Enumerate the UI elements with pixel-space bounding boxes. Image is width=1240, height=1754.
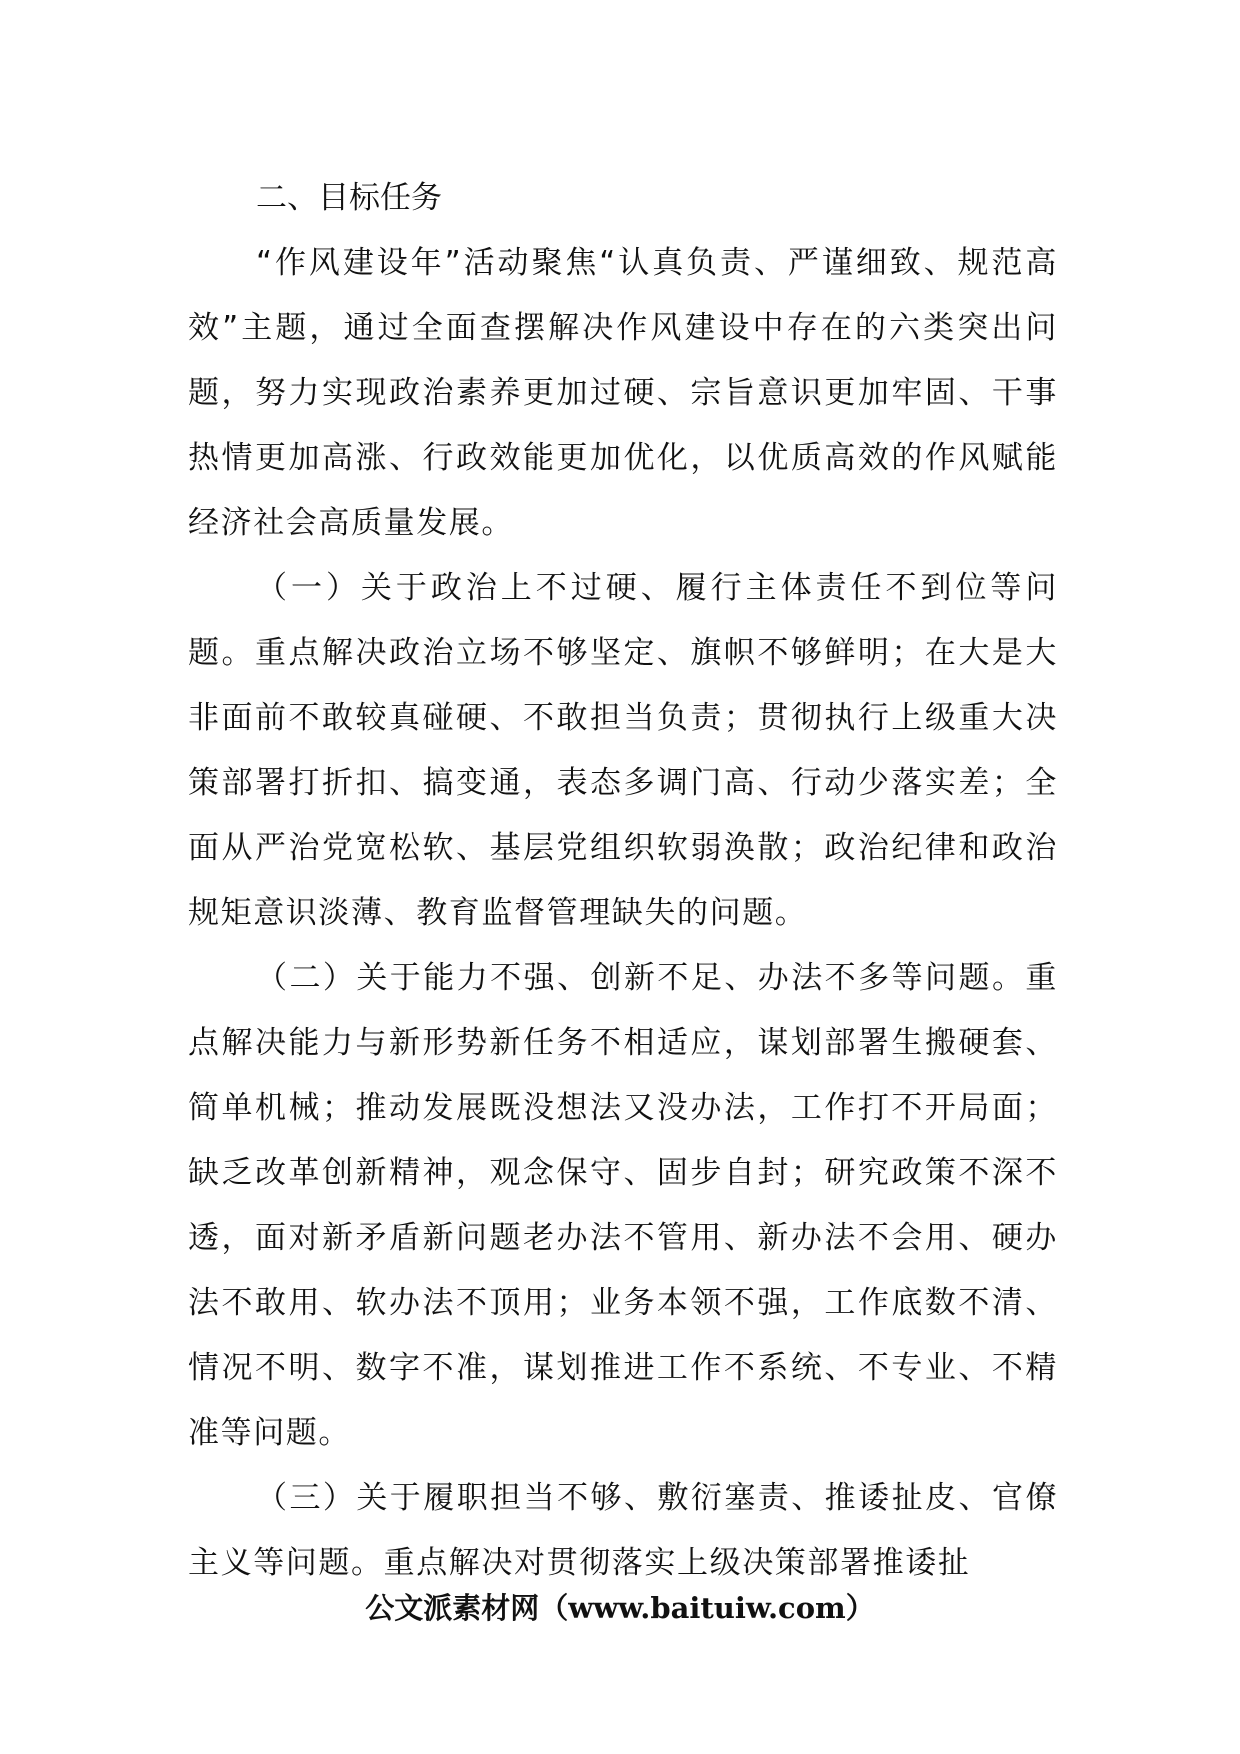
paragraph-item-1: （一）关于政治上不过硬、履行主体责任不到位等问题。重点解决政治立场不够坚定、旗帜不够鲜明；在大是大非面前不敢较真碰硬、不敢担当负责；贯彻执行上级重大决策部署打折扣、搞变通，表态多调门高、行动少落实差；全面从严治党宽松软、基层党组织软弱涣散；政治纪律和政治规矩意识淡薄、教育监督管理缺失的问题。 <box>188 570 1058 931</box>
section-heading: 二、目标任务 <box>256 180 442 216</box>
paragraph-intro: “作风建设年”活动聚焦“认真负责、严谨细致、规范高效”主题，通过全面查摆解决作风建设中存在的六类突出问题，努力实现政治素养更加过硬、宗旨意识更加牢固、干事热情更加高涨、行政效能更加优化，以优质高效的作风赋能经济社会高质量发展。 <box>188 245 1058 541</box>
paragraph-item-3: （三）关于履职担当不够、敷衍塞责、推诿扯皮、官僚主义等问题。重点解决对贯彻落实上级决策部署推诿扯 <box>188 1480 1058 1581</box>
paragraph-item-2: （二）关于能力不强、创新不足、办法不多等问题。重点解决能力与新形势新任务不相适应，谋划部署生搬硬套、简单机械；推动发展既没想法又没办法，工作打不开局面；缺乏改革创新精神，观念保守、固步自封；研究政策不深不透，面对新矛盾新问题老办法不管用、新办法不会用、硬办法不敢用、软办法不顶用；业务本领不强，工作底数不清、情况不明、数字不准，谋划推进工作不系统、不专业、不精准等问题。 <box>188 960 1058 1451</box>
footer-watermark: 公文派素材网（www.baituiw.com） <box>365 1591 875 1625</box>
document-body <box>188 166 1058 1596</box>
